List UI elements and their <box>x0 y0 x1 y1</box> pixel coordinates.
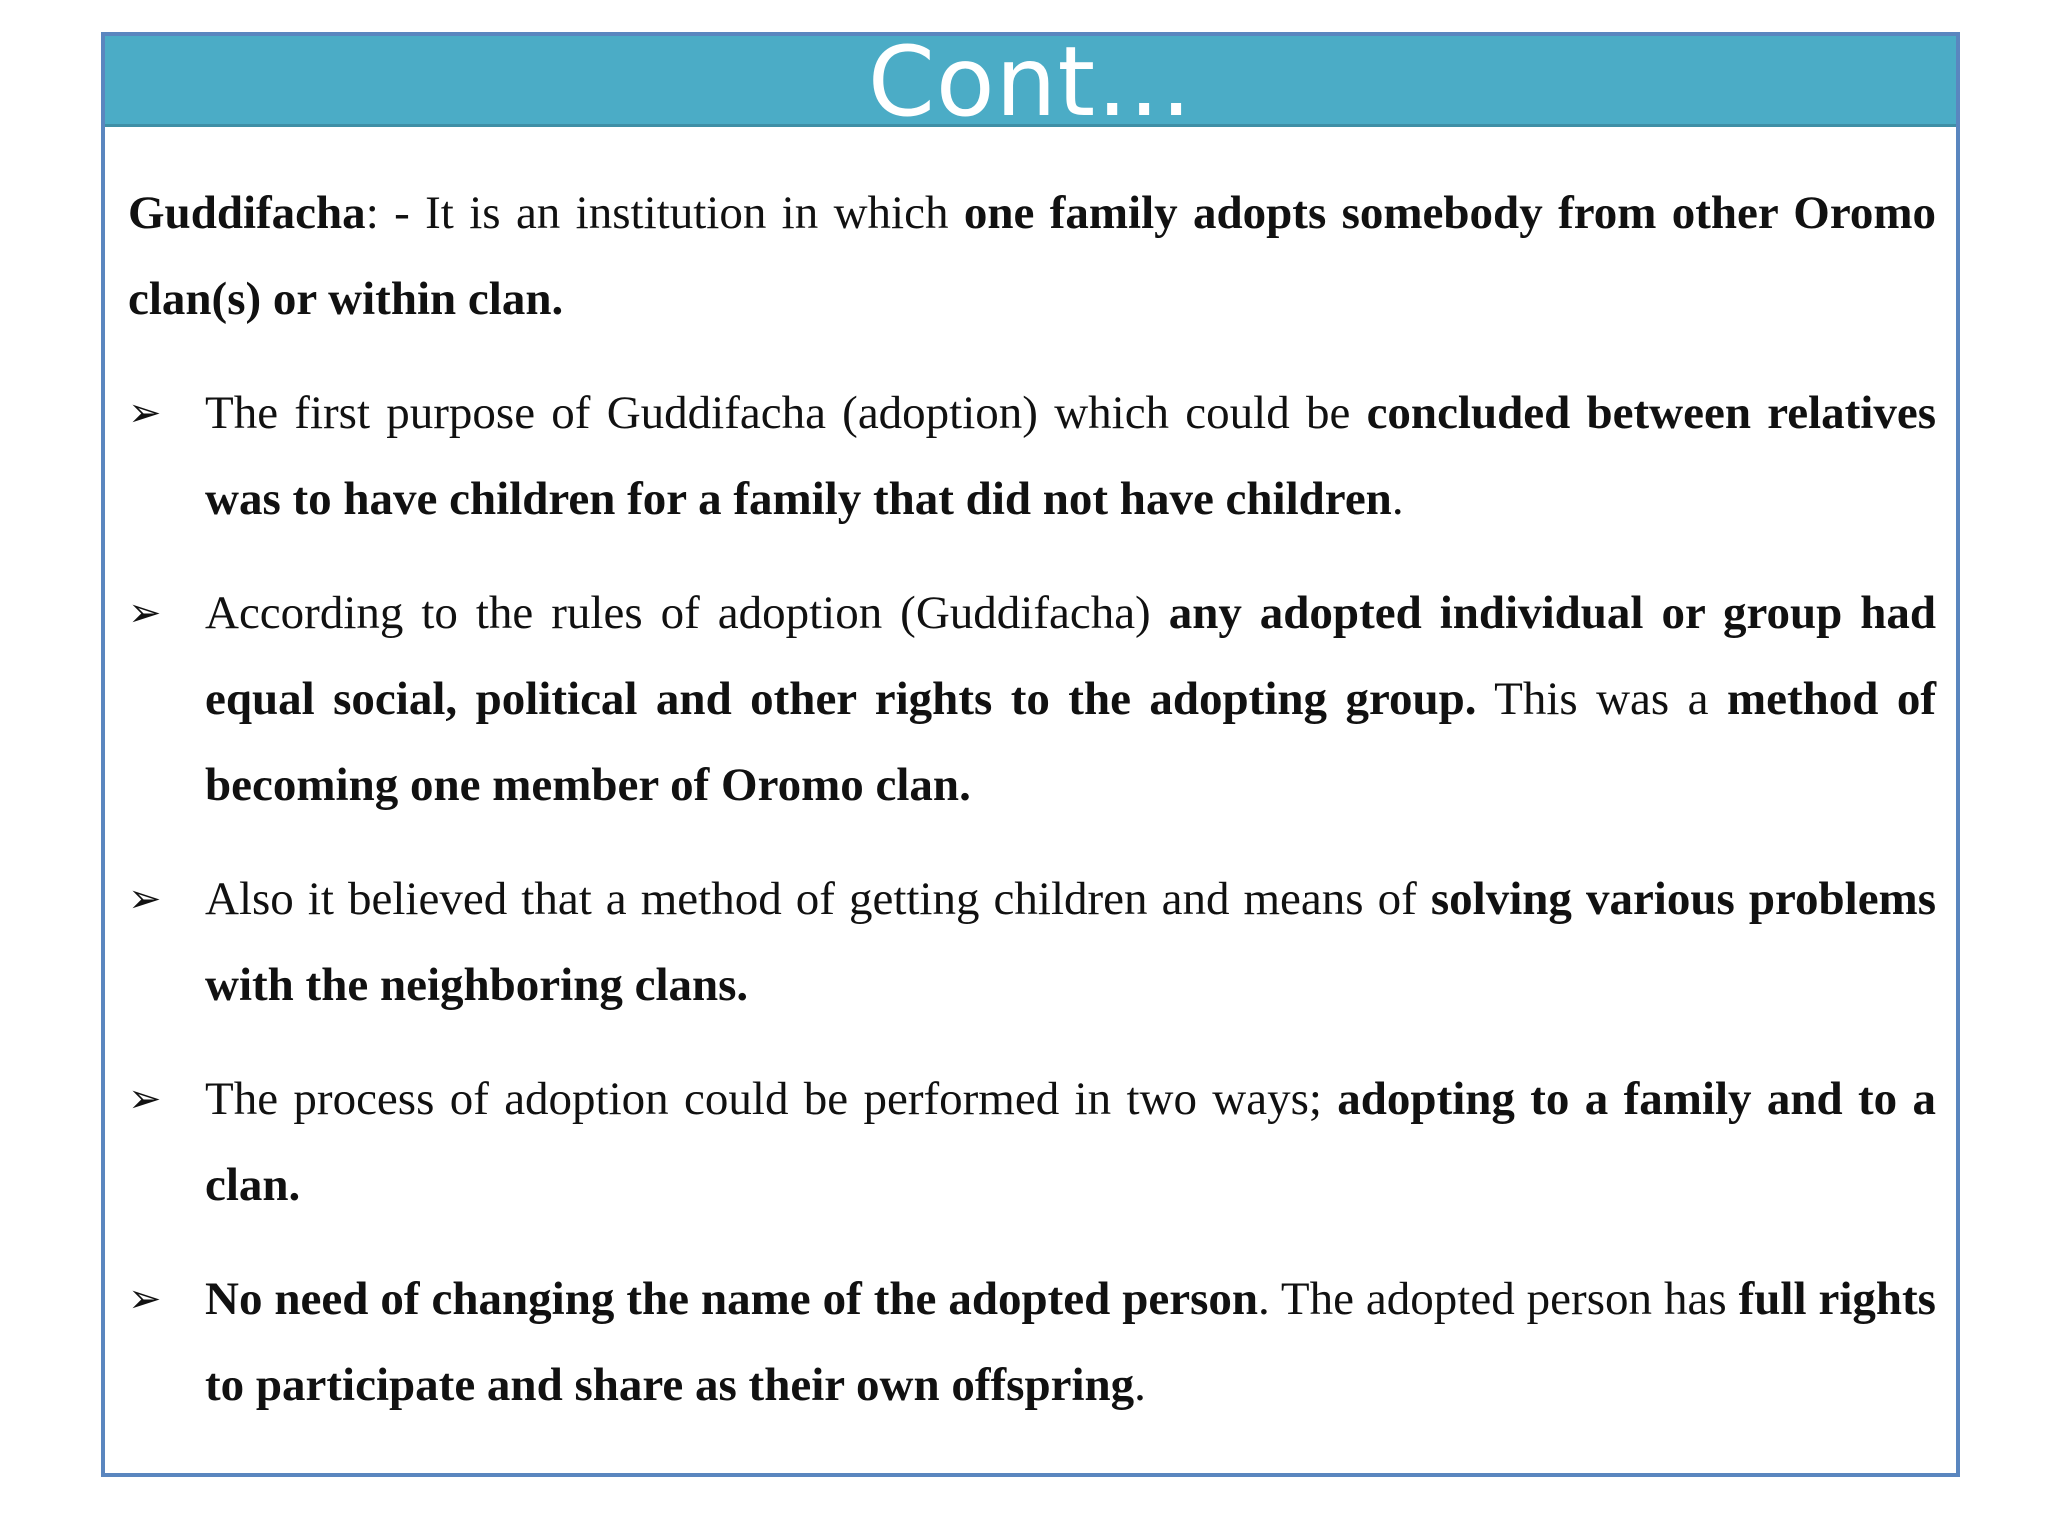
text-run: . <box>1391 473 1404 525</box>
arrow-bullet-icon: ➢ <box>128 590 162 636</box>
text-run: . The adopted person has <box>1258 1273 1739 1325</box>
title-bar <box>105 36 1956 127</box>
bold-text-run: one family adopts somebody from other Oromo clan(s) or within clan. <box>128 187 1937 325</box>
arrow-bullet-icon: ➢ <box>128 876 162 922</box>
slide-title: Cont… <box>867 36 1194 127</box>
text-run: The first purpose of Guddifacha (adoption) which could be <box>205 387 1367 439</box>
bold-text-run: Guddifacha <box>128 187 366 239</box>
arrow-bullet-icon: ➢ <box>128 1076 162 1122</box>
bold-text-run: adopting to a family and to a clan. <box>205 1073 1936 1211</box>
bold-text-run: any adopted individual or group had equal social, political and other rights to the adopting group. <box>205 587 1936 725</box>
bold-text-run: solving various problems with the neighboring clans. <box>205 873 1936 1011</box>
intro-paragraph <box>128 170 1936 342</box>
text-run: Also it believed that a method of getting children and means of <box>205 873 1431 925</box>
text-run: . <box>1134 1359 1146 1411</box>
text-run: This was a <box>1476 673 1727 725</box>
bullet-item <box>128 570 1936 828</box>
bullet-item <box>128 1056 1936 1228</box>
bold-text-run: concluded between relatives was to have children for a family that did not have children <box>205 387 1936 525</box>
bold-text-run: method of becoming one member of Oromo clan. <box>205 673 1937 811</box>
slide-content <box>128 170 1936 1456</box>
text-run: According to the rules of adoption (Guddifacha) <box>205 587 1169 639</box>
slide-frame <box>101 32 1960 1477</box>
arrow-bullet-icon: ➢ <box>128 1276 162 1322</box>
bold-text-run: No need of changing the name of the adopted person <box>205 1273 1259 1325</box>
arrow-bullet-icon: ➢ <box>128 390 162 436</box>
bullet-item <box>128 856 1936 1028</box>
bullet-list <box>128 370 1936 1428</box>
bold-text-run: full rights to participate and share as their own offspring <box>205 1273 1936 1411</box>
bullet-item <box>128 370 1936 542</box>
bullet-item <box>128 1256 1936 1428</box>
text-run: : - It is an institution in which <box>365 187 964 239</box>
text-run: The process of adoption could be performed in two ways; <box>205 1073 1338 1125</box>
